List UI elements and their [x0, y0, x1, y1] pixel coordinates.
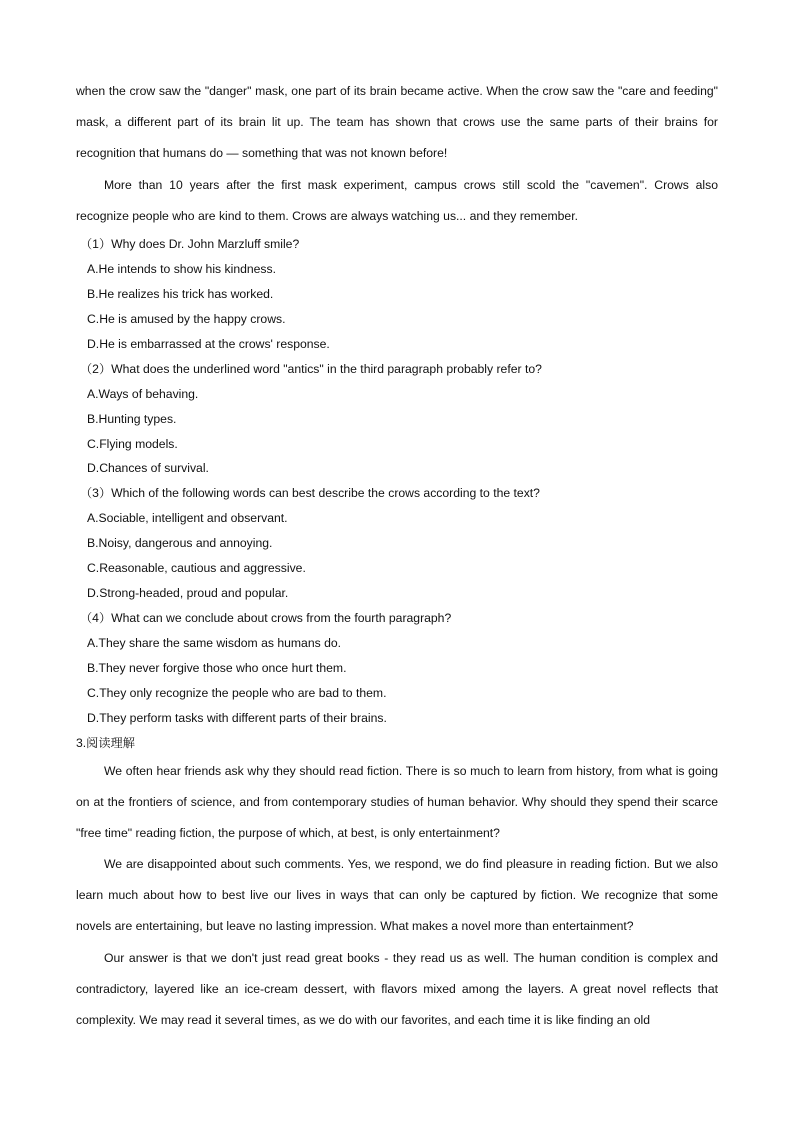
question-4-option-a: A.They share the same wisdom as humans do.	[87, 636, 342, 650]
question-2-option-c: C.Flying models.	[87, 437, 178, 451]
question-1-option-a: A.He intends to show his kindness.	[87, 262, 277, 276]
question-2-option-b: B.Hunting types.	[87, 412, 177, 426]
question-4-stem: （4）What can we conclude about crows from the fourth paragraph?	[80, 611, 452, 625]
passage-paragraph: We are disappointed about such comments. Yes, we respond, we do find pleasure in reading fiction. But we also learn much about how to best live our lives in ways that can only be captured by fiction. We recognize that some novels are entertaining, but leave no lasting impression. What makes a novel more than entertainment?	[76, 857, 718, 934]
passage-paragraph: when the crow saw the "danger" mask, one part of its brain became active. When the crow saw the "care and feeding" mask, a different part of its brain lit up. The team has shown that crows use the same parts of their brains for recognition that humans do — something that was not known before!	[76, 84, 718, 161]
question-4-option-c: C.They only recognize the people who are bad to them.	[87, 686, 387, 700]
question-3-option-a: A.Sociable, intelligent and observant.	[87, 511, 288, 525]
question-4-option-b: B.They never forgive those who once hurt them.	[87, 661, 347, 675]
question-3-option-d: D.Strong-headed, proud and popular.	[87, 586, 289, 600]
question-3-option-b: B.Noisy, dangerous and annoying.	[87, 536, 273, 550]
passage-paragraph: More than 10 years after the first mask experiment, campus crows still scold the "cavemen". Crows also recognize people who are kind to them. Crows are always watching us... and they remember.	[76, 178, 718, 224]
question-4-option-d: D.They perform tasks with different parts of their brains.	[87, 711, 387, 725]
question-1-option-c: C.He is amused by the happy crows.	[87, 312, 286, 326]
question-3-stem: （3）Which of the following words can best describe the crows according to the text?	[80, 486, 540, 500]
passage-paragraph: We often hear friends ask why they should read fiction. There is so much to learn from history, from what is going on at the frontiers of science, and from contemporary studies of human behavior. Why should they spend their scarce "free time" reading fiction, the purpose of which, at best, is only entertainment?	[76, 764, 718, 841]
passage-paragraph: Our answer is that we don't just read great books - they read us as well. The human condition is complex and contradictory, layered like an ice-cream dessert, with flavors mixed among the layers. A great novel reflects that complexity. We may read it several times, as we do with our favorites, and each time it is like finding an old	[76, 951, 718, 1028]
question-2-stem: （2）What does the underlined word "antics" in the third paragraph probably refer to?	[80, 362, 542, 376]
question-1-option-d: D.He is embarrassed at the crows' response.	[87, 337, 330, 351]
question-1-option-b: B.He realizes his trick has worked.	[87, 287, 274, 301]
question-2-option-d: D.Chances of survival.	[87, 461, 209, 475]
question-3-option-c: C.Reasonable, cautious and aggressive.	[87, 561, 306, 575]
section-heading: 3.阅读理解	[76, 736, 135, 750]
question-1-stem: （1）Why does Dr. John Marzluff smile?	[80, 237, 300, 251]
question-2-option-a: A.Ways of behaving.	[87, 387, 199, 401]
